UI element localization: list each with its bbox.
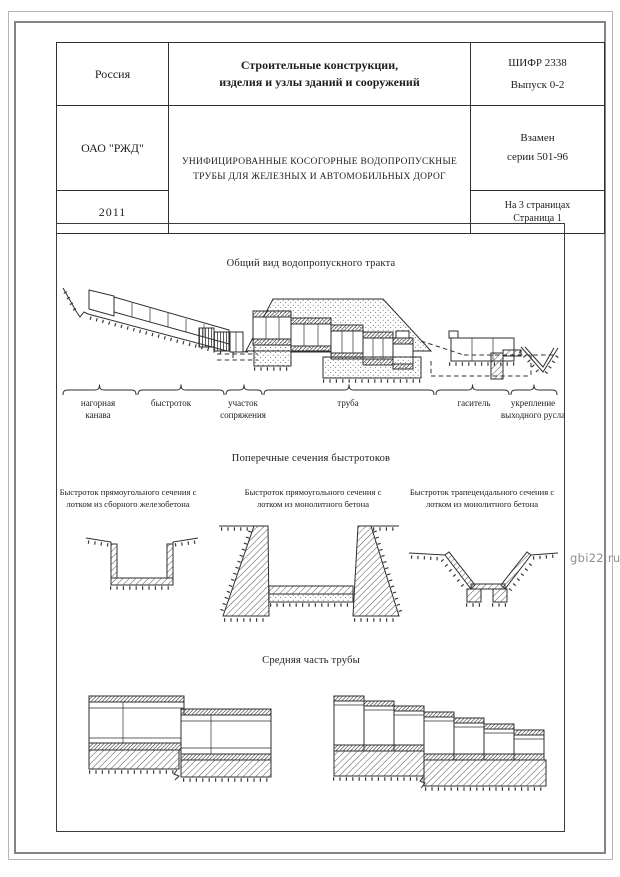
caption-precast-rect-chute: Быстроток прямоугольного сечения с лотком из сборного железобетона [59,487,197,510]
cross-sections-title: Поперечные сечения быстротоков [231,453,391,464]
watermark-text: gbi22.ru [570,551,620,565]
issue-number: Выпуск 0-2 [510,79,565,91]
page-number: Страница 1 [513,213,562,224]
middle-pipe-drawing [89,696,546,789]
document-title-cell [169,106,471,234]
label-outlet-reinforcement: укрепление выходного русла [500,398,566,421]
replaces-line1: Взамен [520,132,555,145]
technical-drawing [57,224,566,833]
label-junction-section: участок сопряжения [220,398,266,421]
label-chute: быстроток [150,398,192,408]
middle-pipe-title: Средняя часть трубы [262,655,360,666]
cross-sections-drawing [86,526,558,620]
organization-cell [57,106,169,191]
caption-monolithic-trapezoid-chute: Быстроток трапецеидального сечения с лотком из монолитного бетона [409,487,555,510]
year-label: 2011 [98,204,127,219]
country-cell [57,43,169,106]
country-label: Россия [94,66,131,81]
series-title-line2: изделия и узлы зданий и сооружений [219,75,420,89]
replaces-cell [471,106,605,191]
label-pipe: труба [337,398,359,408]
caption-monolithic-rect-chute: Быстроток прямоугольного сечения с лотком из монолитного бетона [244,487,382,510]
label-upland-ditch: нагорная канава [80,398,116,421]
title-block-table [56,42,605,234]
series-title-line1: Строительные конструкции, [240,57,399,72]
pages-count: На 3 страницах [504,199,571,211]
code-cell [471,43,605,106]
general-view-title: Общий вид водопропускного тракта [226,258,396,269]
drawing-area [56,223,565,832]
replaces-line2: серии 501-96 [506,151,569,163]
general-view-drawing [63,288,560,395]
organization-label: ОАО "РЖД" [81,140,144,155]
series-title-cell [169,43,471,106]
document-title: УНИФИЦИРОВАННЫЕ КОСОГОРНЫЕ ВОДОПРОПУСКНЫЕ ТРУБЫ ДЛЯ ЖЕЛЕЗНЫХ И АВТОМОБИЛЬНЫХ ДОРОГ [181,156,458,182]
code-number: ШИФР 2338 [508,57,567,69]
label-damper: гаситель [457,398,491,408]
